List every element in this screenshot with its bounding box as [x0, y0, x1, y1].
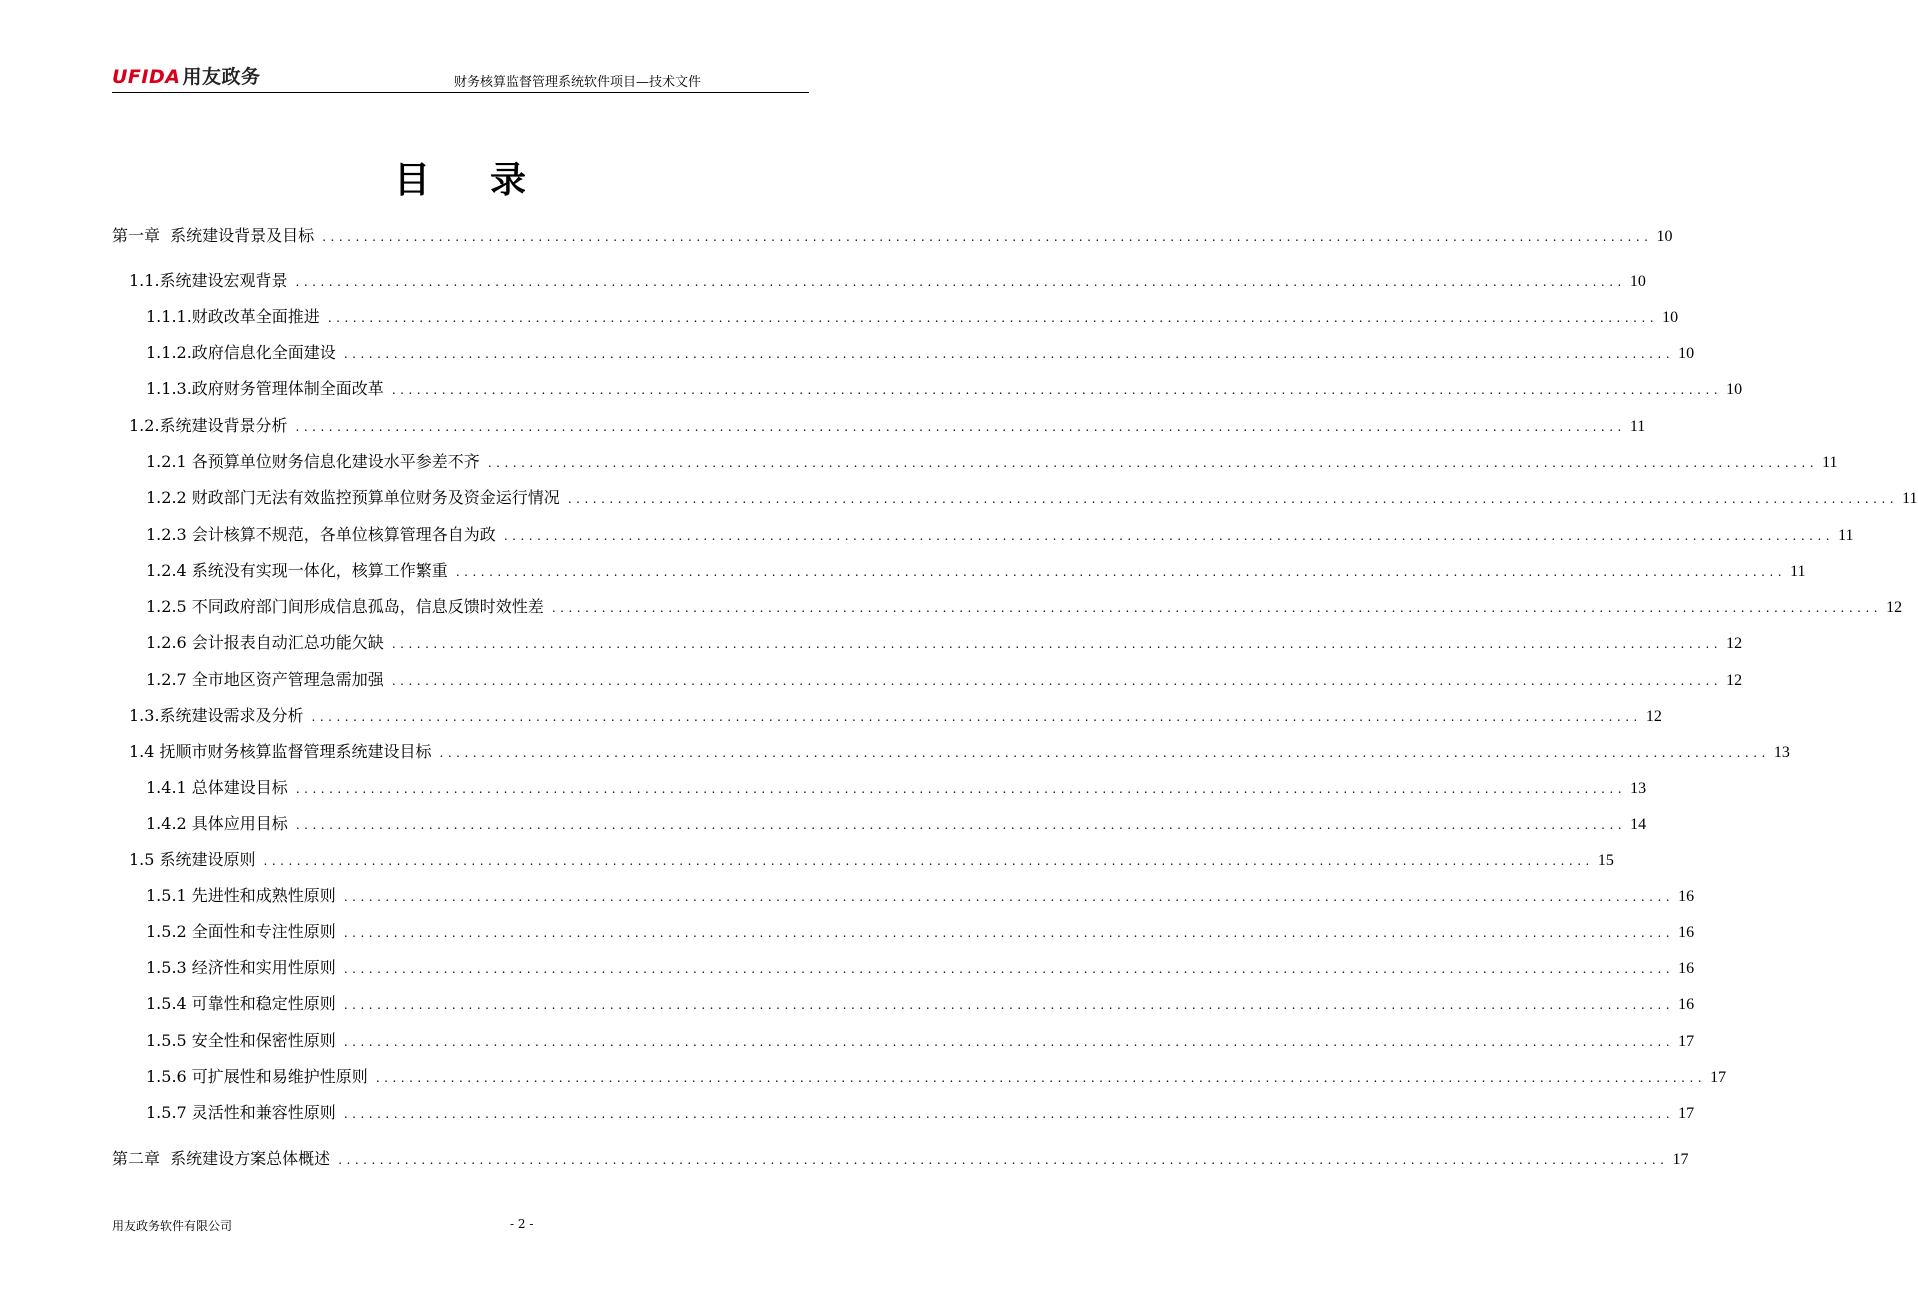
toc-leader-dots: ................................................................................................................................................................	[343, 890, 1675, 904]
toc-entry[interactable]	[112, 703, 1662, 729]
toc-entry[interactable]	[112, 558, 1806, 584]
toc-entry-label: 1.2.7 全市地区资产管理急需加强	[146, 670, 384, 689]
toc-entry-label: 1.1.1.财政改革全面推进	[146, 307, 320, 326]
toc-entry[interactable]	[112, 413, 1646, 439]
toc-entry-page: 17	[1672, 1151, 1689, 1168]
toc-entry-page: 12	[1726, 635, 1743, 652]
toc-entry-page: 15	[1597, 852, 1614, 869]
toc-entry-page: 16	[1678, 888, 1695, 905]
toc-entry[interactable]	[112, 1100, 1695, 1126]
toc-entry[interactable]	[112, 955, 1695, 981]
toc-leader-dots: ................................................................................................................................................................	[439, 746, 1770, 760]
toc-entry-page: 13	[1630, 780, 1647, 797]
toc-entry[interactable]	[112, 1028, 1695, 1054]
toc-entry-label: 1.2.3 会计核算不规范，各单位核算管理各自为政	[146, 525, 496, 544]
toc-leader-dots: ................................................................................................................................................................	[295, 782, 1627, 796]
toc-leader-dots: ................................................................................................................................................................	[295, 420, 1626, 434]
toc-entry-page: 16	[1678, 924, 1695, 941]
toc-entry[interactable]	[112, 1064, 1727, 1090]
toc-entry-label: 1.2.5 不同政府部门间形成信息孤岛，信息反馈时效性差	[146, 597, 544, 616]
toc-entry-page: 11	[1838, 527, 1854, 544]
toc-leader-dots: ................................................................................................................................................................	[455, 565, 1787, 579]
toc-entry[interactable]	[112, 847, 1614, 873]
toc-entry-label: 1.2.1 各预算单位财务信息化建设水平参差不齐	[146, 452, 480, 471]
toc-entry-label: 1.3.系统建设需求及分析	[129, 706, 304, 725]
toc-leader-dots: ................................................................................................................................................................	[375, 1071, 1707, 1085]
toc-leader-dots: ................................................................................................................................................................	[391, 637, 1723, 651]
toc-heading: 目录	[393, 160, 586, 201]
toc-leader-dots: ................................................................................................................................................................	[295, 275, 1626, 289]
toc-entry[interactable]	[112, 304, 1679, 330]
toc-entry[interactable]	[112, 376, 1743, 402]
footer-company: 用友政务软件有限公司	[112, 1219, 233, 1233]
toc-entry-label: 1.1.2.政府信息化全面建设	[146, 343, 336, 362]
toc-entry[interactable]	[112, 449, 1838, 475]
toc-leader-dots: ................................................................................................................................................................	[343, 926, 1675, 940]
toc-leader-dots: ................................................................................................................................................................	[391, 383, 1723, 397]
toc-entry-page: 17	[1678, 1105, 1695, 1122]
toc-entry[interactable]	[112, 991, 1695, 1017]
footer-page-number: - 2 -	[510, 1217, 534, 1231]
toc-entry-page: 10	[1656, 228, 1673, 245]
toc-entry-page: 13	[1773, 744, 1790, 761]
toc-entry-page: 11	[1790, 563, 1806, 580]
toc-entry-label: 1.5.6 可扩展性和易维护性原则	[146, 1067, 368, 1086]
toc-entry-page: 16	[1678, 996, 1695, 1013]
toc-entry[interactable]	[112, 223, 1673, 249]
toc-leader-dots: ................................................................................................................................................................	[343, 998, 1675, 1012]
toc-entry-page: 10	[1678, 345, 1695, 362]
toc-entry[interactable]	[112, 340, 1695, 366]
toc-entry[interactable]	[112, 919, 1695, 945]
document-title: 财务核算监督管理系统软件项目—技术文件	[453, 75, 701, 90]
toc-entry-page: 11	[1629, 418, 1646, 435]
toc-entry-page: 17	[1678, 1033, 1695, 1050]
toc-leader-dots: ................................................................................................................................................................	[343, 1035, 1675, 1049]
toc-leader-dots: ................................................................................................................................................................	[343, 1107, 1675, 1121]
toc-leader-dots: ................................................................................................................................................................	[295, 818, 1627, 832]
toc-entry-label: 1.2.系统建设背景分析	[129, 416, 288, 435]
toc-entry-label: 1.4.1 总体建设目标	[146, 778, 288, 797]
toc-leader-dots: ................................................................................................................................................................	[338, 1153, 1669, 1167]
toc-leader-dots: ................................................................................................................................................................	[343, 347, 1675, 361]
toc-entry-label: 1.5.2 全面性和专注性原则	[146, 922, 336, 941]
toc-entry-label: 1.5.3 经济性和实用性原则	[146, 958, 336, 977]
toc-entry-label: 1.1.3.政府财务管理体制全面改革	[146, 379, 384, 398]
toc-entry[interactable]	[112, 811, 1647, 837]
toc-leader-dots: ................................................................................................................................................................	[391, 674, 1723, 688]
toc-leader-dots: ................................................................................................................................................................	[503, 529, 1835, 543]
toc-entry[interactable]	[112, 522, 1854, 548]
toc-entry[interactable]	[112, 630, 1743, 656]
logo-latin: UFIDA	[112, 66, 181, 88]
toc-entry[interactable]	[112, 667, 1743, 693]
toc-entry-label: 1.4.2 具体应用目标	[146, 814, 288, 833]
toc-entry-label: 1.5.4 可靠性和稳定性原则	[146, 994, 336, 1013]
toc-entry-label: 1.5.5 安全性和保密性原则	[146, 1031, 336, 1050]
toc-entry-label: 1.4 抚顺市财务核算监督管理系统建设目标	[129, 742, 432, 761]
toc-entry-page: 10	[1629, 273, 1646, 290]
toc-leader-dots: ................................................................................................................................................................	[343, 962, 1675, 976]
toc-entry[interactable]	[112, 268, 1646, 294]
toc-entry[interactable]	[112, 739, 1790, 765]
toc-entry-label: 1.5.1 先进性和成熟性原则	[146, 886, 336, 905]
toc-leader-dots: ................................................................................................................................................................	[311, 710, 1642, 724]
toc-entry-page: 11	[1822, 454, 1838, 471]
toc-leader-dots: ................................................................................................................................................................	[567, 492, 1899, 506]
toc-entry-page: 10	[1726, 381, 1743, 398]
toc-entry[interactable]	[112, 594, 1903, 620]
logo-cn: 用友政务	[182, 66, 261, 88]
toc-entry-label: 1.5 系统建设原则	[129, 850, 256, 869]
toc-leader-dots: ................................................................................................................................................................	[263, 854, 1594, 868]
toc-leader-dots: ................................................................................................................................................................	[551, 601, 1883, 615]
toc-entry-label: 第一章 系统建设背景及目标	[112, 226, 315, 245]
toc-entry[interactable]	[112, 485, 1918, 511]
toc-entry[interactable]	[112, 775, 1647, 801]
toc-entry-page: 10	[1662, 309, 1679, 326]
toc-leader-dots: ................................................................................................................................................................	[327, 311, 1659, 325]
toc-entry[interactable]	[112, 883, 1695, 909]
toc-entry-label: 1.2.2 财政部门无法有效监控预算单位财务及资金运行情况	[146, 488, 560, 507]
toc-entry-page: 11	[1902, 490, 1918, 507]
toc-entry-label: 1.2.4 系统没有实现一体化，核算工作繁重	[146, 561, 448, 580]
toc-entry-page: 12	[1645, 708, 1662, 725]
page-header	[112, 60, 809, 93]
toc-leader-dots: ................................................................................................................................................................	[322, 230, 1653, 244]
ufida-logo	[112, 62, 260, 89]
toc-entry-page: 14	[1630, 816, 1647, 833]
toc-entry-label: 第二章 系统建设方案总体概述	[112, 1149, 331, 1168]
toc-entry-label: 1.5.7 灵活性和兼容性原则	[146, 1103, 336, 1122]
toc-leader-dots: ................................................................................................................................................................	[487, 456, 1819, 470]
toc-entry[interactable]	[112, 1146, 1689, 1172]
toc-entry-page: 12	[1726, 672, 1743, 689]
toc-entry-page: 17	[1710, 1069, 1727, 1086]
toc-entry-page: 16	[1678, 960, 1695, 977]
toc-entry-label: 1.2.6 会计报表自动汇总功能欠缺	[146, 633, 384, 652]
toc-entry-label: 1.1.系统建设宏观背景	[129, 271, 288, 290]
toc-entry-page: 12	[1886, 599, 1903, 616]
